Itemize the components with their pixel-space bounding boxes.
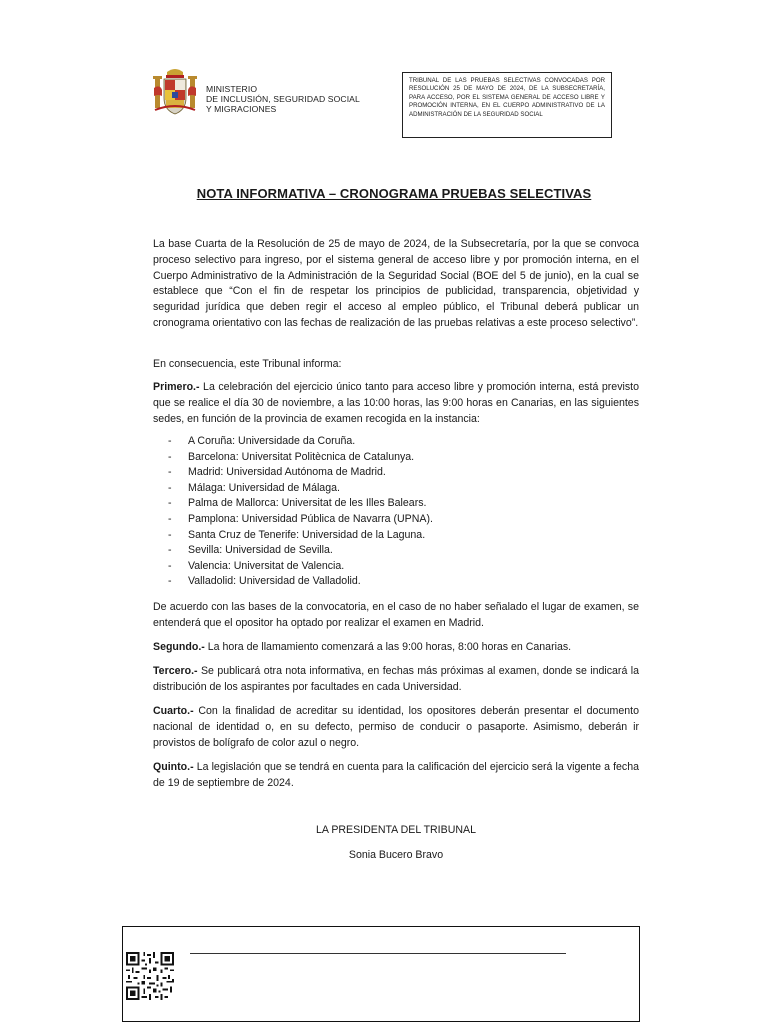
ministry-name <box>206 84 360 114</box>
ministry-line: DE INCLUSIÓN, SEGURIDAD SOCIAL <box>206 94 360 104</box>
list-dash: - <box>168 559 172 572</box>
document-title: NOTA INFORMATIVA – CRONOGRAMA PRUEBAS SELECTIVAS <box>196 186 592 201</box>
sede-text: Pamplona: Universidad Pública de Navarra (UPNA). <box>188 512 433 525</box>
segundo-paragraph <box>153 640 639 656</box>
list-dash: - <box>168 466 172 479</box>
coat-of-arms-icon <box>152 66 198 118</box>
signature-name: Sonia Bucero Bravo <box>348 849 444 861</box>
list-item <box>168 512 433 528</box>
ministry-line: Y MIGRACIONES <box>206 104 277 114</box>
list-dash: - <box>168 435 172 447</box>
segundo-label: Segundo.- <box>153 641 205 653</box>
tribunal-header-box: TRIBUNAL DE LAS PRUEBAS SELECTIVAS CONVOCADAS POR RESOLUCIÓN 25 DE MAYO DE 2024, DE LA SUBSECRETARÍA, PARA ACCESO, POR EL SISTEMA GENERAL DE ACCESO LIBRE Y PROMOCIÓN INTERNA, EN EL CUERPO ADMINISTRATIVO DE LA ADMINISTRACIÓN DE LA SEGURIDAD SOCIAL <box>402 72 612 138</box>
sede-text: A Coruña: Universidade da Coruña. <box>188 435 356 447</box>
cuarto-text: Con la finalidad de acreditar su identidad, los opositores deberán presentar el documento nacional de identidad o, en su defecto, permiso de conducir o pasaporte. Asimismo, deberán ir provistos de bolígrafo de color azul o negro. <box>153 705 639 749</box>
sede-text: Málaga: Universidad de Málaga. <box>188 481 340 494</box>
footer-divider <box>190 953 566 954</box>
list-item <box>168 434 433 450</box>
sedes-list <box>168 434 433 590</box>
primero-text: La celebración del ejercicio único tanto para acceso libre y promoción interna, está previsto que se realice el día 30 de noviembre, a las 10:00 horas, las 9:00 horas en Canarias, en las siguientes sedes, en función de la provincia de examen recogida en la instancia: <box>153 381 639 425</box>
sede-text: Palma de Mallorca: Universitat de les Illes Balears. <box>188 497 427 510</box>
list-dash: - <box>168 450 172 463</box>
cuarto-paragraph <box>153 704 639 751</box>
list-dash: - <box>168 512 172 525</box>
segundo-text: La hora de llamamiento comenzará a las 9:00 horas, 8:00 horas en Canarias. <box>204 641 572 653</box>
quinto-paragraph <box>153 760 639 792</box>
consecuencia-paragraph: En consecuencia, este Tribunal informa: <box>153 358 342 370</box>
tercero-text: Se publicará otra nota informativa, en fechas más próximas al examen, donde se indicará la distribución de los aspirantes por facultades en cada Universidad. <box>153 665 639 693</box>
list-item <box>168 465 433 481</box>
primero-label: Primero.- <box>153 381 200 393</box>
tercero-label: Tercero.- <box>153 665 198 677</box>
list-dash: - <box>168 575 172 588</box>
list-item <box>168 543 433 559</box>
list-item <box>168 496 433 512</box>
list-dash: - <box>168 497 172 510</box>
list-dash: - <box>168 481 172 494</box>
list-item <box>168 450 433 466</box>
list-dash: - <box>168 544 172 557</box>
list-item <box>168 559 433 575</box>
sede-text: Sevilla: Universidad de Sevilla. <box>188 544 333 557</box>
sede-text: Valladolid: Universidad de Valladolid. <box>188 575 361 588</box>
list-item <box>168 481 433 497</box>
primero-paragraph <box>153 380 639 427</box>
list-dash: - <box>168 528 172 541</box>
ministry-line: MINISTERIO <box>206 84 258 94</box>
quinto-label: Quinto.- <box>153 761 194 773</box>
defecto-paragraph: De acuerdo con las bases de la convocatoria, en el caso de no haber señalado el lugar de examen, se entenderá que el opositor ha optado por realizar el examen en Madrid. <box>153 601 639 629</box>
list-item <box>168 528 433 544</box>
signature-role: LA PRESIDENTA DEL TRIBUNAL <box>316 824 476 836</box>
tercero-paragraph <box>153 664 639 696</box>
quinto-text: La legislación que se tendrá en cuenta para la calificación del ejercicio será la vigente a fecha de 19 de septiembre de 2024. <box>153 761 639 789</box>
footer-verification-box <box>122 926 640 1022</box>
cuarto-label: Cuarto.- <box>153 705 194 717</box>
sede-text: Barcelona: Universitat Politècnica de Catalunya. <box>188 450 415 463</box>
sede-text: Santa Cruz de Tenerife: Universidad de la Laguna. <box>188 528 426 541</box>
intro-paragraph: La base Cuarta de la Resolución de 25 de mayo de 2024, de la Subsecretaría, por la que se convoca proceso selectivo para ingreso, por el sistema general de acceso libre y por promoción interna, en el Cuerpo Administrativo de la Administración de la Seguridad Social (BOE del 5 de junio), en la cual se establece que “Con el fin de respetar los principios de publicidad, transparencia, objetividad y seguridad jurídica que deben regir el acceso al empleo público, el Tribunal deberá publicar un cronograma orientativo con las fechas de realización de las pruebas relativas a este proceso selectivo”. <box>153 238 639 329</box>
sede-text: Valencia: Universitat de Valencia. <box>188 559 345 572</box>
list-item <box>168 574 433 590</box>
sede-text: Madrid: Universidad Autónoma de Madrid. <box>188 466 386 479</box>
qr-code-icon[interactable] <box>126 952 174 1000</box>
